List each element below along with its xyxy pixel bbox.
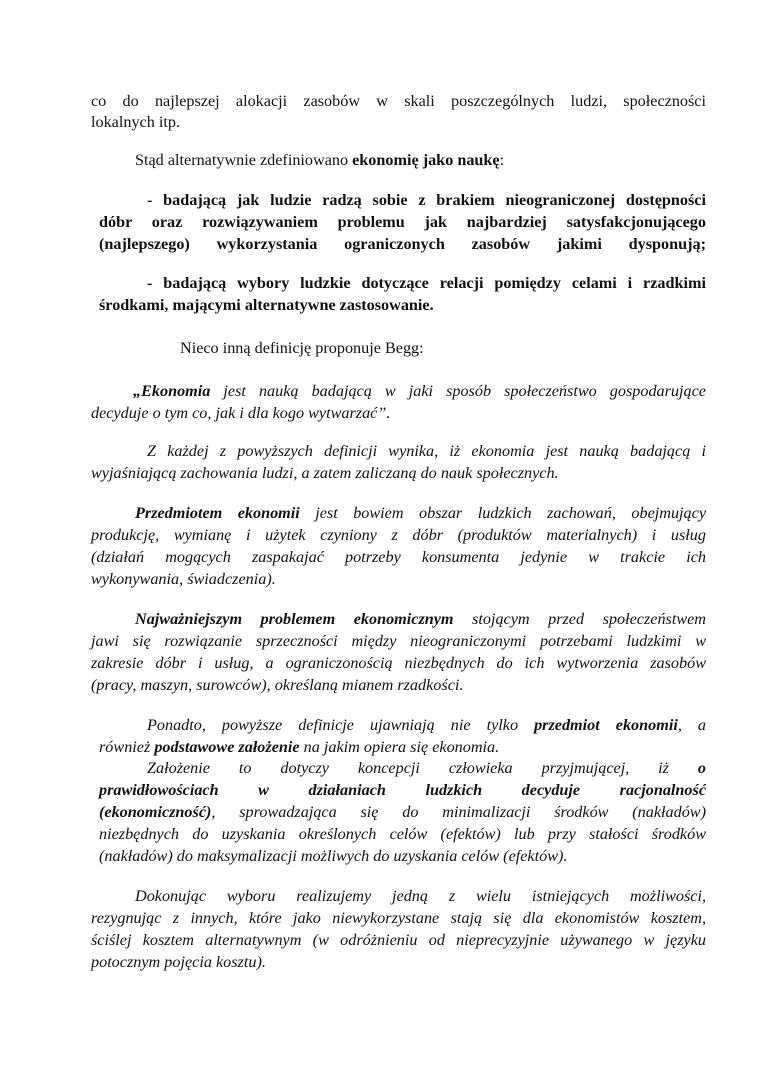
economics-definition-intro — [135, 150, 504, 170]
paragraph-4-line-1-text: jest bowiem obszar ludzkich zachowań, obejmujący — [299, 504, 707, 522]
paragraph-5-line-4: (pracy, maszyn, surowców), określaną mianem rzadkości. — [91, 676, 464, 694]
paragraph-6-line-2-c: na jakim opiera się ekonomia. — [299, 738, 500, 756]
begg-quote-line-1 — [133, 381, 706, 401]
begg-intro: Nieco inną definicję proponuje Begg: — [180, 339, 424, 357]
paragraph-7-line-5: (nakładów) do maksymalizacji możliwych do uzyskania celów (efektów). — [99, 847, 568, 865]
paragraph-7-line-1-a: Założenie to dotyczy koncepcji człowieka przyjmującej, iż — [147, 759, 698, 777]
basic-assumption-bold: podstawowe założenie — [154, 738, 300, 756]
paragraph-7-line-1-bold: o — [697, 759, 706, 777]
paragraph-4-line-3: (działań mogących zaspakajać potrzeby konsumenta jedynie w trakcie ich — [91, 548, 706, 566]
subject-of-economics-bold: przedmiot ekonomii — [534, 716, 678, 734]
definition-1-line-3: (najlepszego) wykorzystania ograniczonych zasobów jakimi dysponują; — [99, 235, 706, 253]
paragraph-6-line-2 — [99, 737, 499, 757]
definition-1-line-1: - badającą jak ludzie radzą sobie z brakiem nieograniczonej dostępności — [147, 191, 706, 209]
paragraph-5-line-3: zakresie dóbr i usług, a ograniczonością niezbędnych do ich wytworzenia zasobów — [91, 654, 706, 672]
paragraph-4-line-1 — [135, 503, 706, 523]
paragraph-7-line-4: niezbędnych do uzyskania określonych celów (efektów) lub przy stałości środków — [99, 825, 706, 843]
main-economic-problem-term: Najważniejszym problemem ekonomicznym — [135, 610, 454, 628]
paragraph-6-text-c: , a — [677, 716, 706, 734]
paragraph-8-line-1: Dokonując wyboru realizujemy jedną z wielu istniejących możliwości, — [135, 887, 706, 905]
paragraph-4-line-4: wykonywania, świadczenia). — [91, 570, 276, 588]
definition-2-line-2: środkami, mającymi alternatywne zastosowanie. — [99, 296, 434, 314]
paragraph-7-line-2: prawidłowościach w działaniach ludzkich decyduje racjonalność — [99, 781, 706, 799]
paragraph-7-line-1 — [147, 758, 706, 778]
paragraph-6-line-2-a: również — [99, 738, 155, 756]
paragraph-8-line-2: rezygnując z innych, które jako niewykorzystane stają się dla ekonomistów kosztem, — [91, 909, 706, 927]
paragraph-7-line-3 — [99, 802, 706, 822]
paragraph-1-line-1: co do najlepszej alokacji zasobów w skali poszczególnych ludzi, społeczności — [91, 92, 706, 110]
begg-quote-line-2: decyduje o tym co, jak i dla kogo wytwarzać”. — [91, 404, 391, 422]
paragraph-6-line-1 — [147, 715, 706, 735]
paragraph-6-text-a: Ponadto, powyższe definicje ujawniają nie tylko — [147, 716, 535, 734]
intro-text: Stąd alternatywnie zdefiniowano — [135, 151, 353, 169]
subject-of-economics-term: Przedmiotem ekonomii — [135, 504, 300, 522]
paragraph-5-line-1 — [135, 609, 706, 629]
paragraph-5-line-2: jawi się rozwiązanie sprzeczności między nieograniczonymi potrzebami ludzkimi w — [91, 632, 706, 650]
paragraph-4-line-2: produkcję, wymianę i użytek czyniony z dóbr (produktów materialnych) i usług — [91, 526, 706, 544]
paragraph-7-line-3-text: , sprowadzająca się do minimalizacji środków (nakładów) — [211, 803, 706, 821]
definition-2-line-1: - badającą wybory ludzkie dotyczące relacji pomiędzy celami i rzadkimi — [147, 274, 706, 292]
paragraph-8-line-3: ściślej kosztem alternatywnym (w odróżnieniu od nieprecyzyjnie używanego w języku — [91, 931, 706, 949]
intro-bold-term: ekonomię jako naukę — [352, 151, 500, 169]
paragraph-1-line-2: lokalnych itp. — [91, 113, 181, 131]
quote-bold-term: „Ekonomia — [133, 382, 211, 400]
paragraph-3-line-1: Z każdej z powyższych definicji wynika, iż ekonomia jest nauką badającą i — [147, 442, 706, 460]
economic-efficiency-bold: (ekonomiczność) — [99, 803, 212, 821]
quote-line-1-text: jest nauką badającą w jaki sposób społeczeństwo gospodarujące — [210, 382, 706, 400]
paragraph-3-line-2: wyjaśniającą zachowania ludzi, a zatem zaliczaną do nauk społecznych. — [91, 464, 559, 482]
intro-colon: : — [499, 151, 505, 169]
definition-1-line-2: dóbr oraz rozwiązywaniem problemu jak najbardziej satysfakcjonującego — [99, 213, 706, 231]
paragraph-8-line-4: potocznym pojęcia kosztu). — [91, 953, 266, 971]
paragraph-5-line-1-text: stojącym przed społeczeństwem — [453, 610, 707, 628]
